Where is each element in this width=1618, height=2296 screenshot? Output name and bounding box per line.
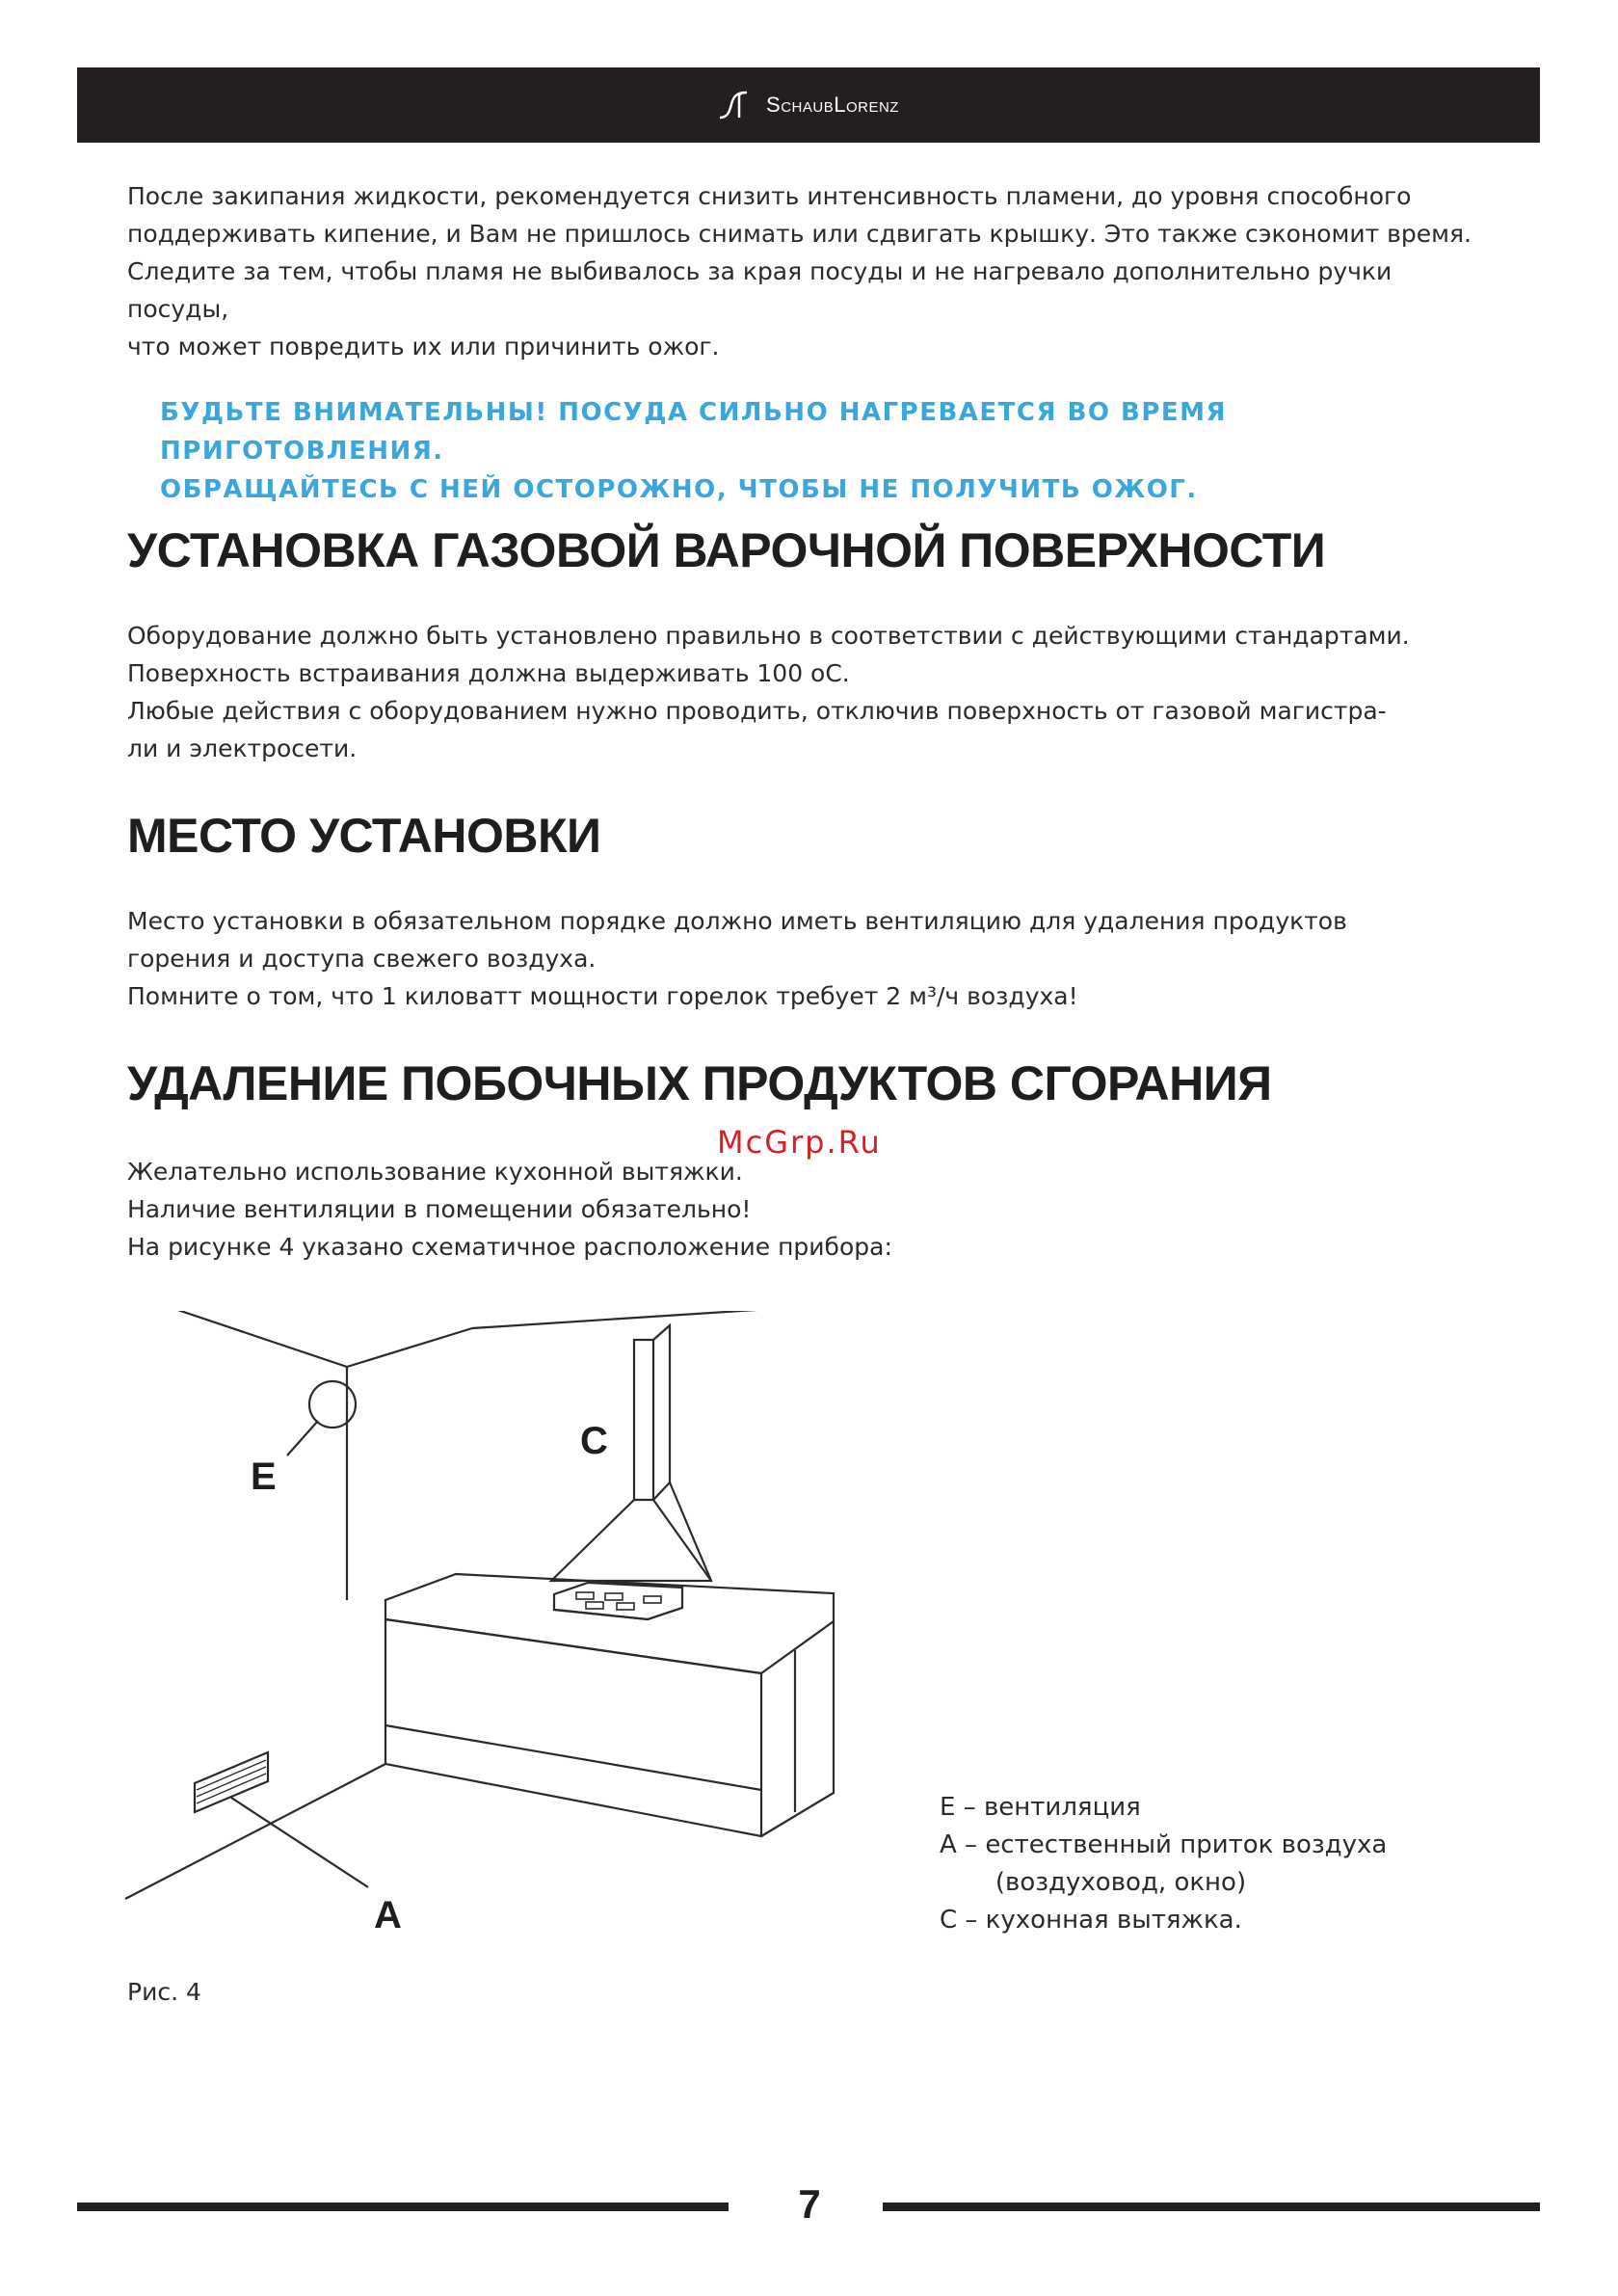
section-body-location bbox=[127, 902, 1486, 1015]
intro-line: После закипания жидкости, рекомендуется снизить интенсивность пламени, до уровня способного bbox=[127, 182, 1412, 210]
figure-caption: Рис. 4 bbox=[127, 1978, 201, 2006]
section-heading-installation: УСТАНОВКА ГАЗОВОЙ ВАРОЧНОЙ ПОВЕРХНОСТИ bbox=[127, 523, 1326, 577]
body-line: Помните о том, что 1 киловатт мощности горелок требует 2 м³/ч воздуха! bbox=[127, 982, 1078, 1010]
label-e: E bbox=[251, 1455, 277, 1498]
label-c: C bbox=[580, 1420, 608, 1462]
warning-notice bbox=[160, 393, 1490, 509]
burner bbox=[617, 1603, 634, 1610]
footer-rule-right bbox=[883, 2203, 1540, 2211]
body-line: На рисунке 4 указано схематичное расположение прибора: bbox=[127, 1233, 892, 1261]
page-number: 7 bbox=[798, 2181, 821, 2227]
section-heading-location: МЕСТО УСТАНОВКИ bbox=[127, 809, 601, 863]
burner bbox=[605, 1593, 623, 1600]
intro-paragraph bbox=[127, 177, 1486, 365]
brand-name: SchaubLorenz bbox=[766, 93, 899, 117]
body-line: Желательно использование кухонной вытяжки. bbox=[127, 1158, 743, 1186]
hood-canopy bbox=[551, 1482, 711, 1581]
hood-chimney bbox=[634, 1325, 670, 1500]
intro-line: что может повредить их или причинить ожог. bbox=[127, 333, 720, 360]
burner bbox=[576, 1592, 594, 1599]
body-line: горения и доступа свежего воздуха. bbox=[127, 945, 597, 973]
legend-item-e: E – вентиляция bbox=[940, 1793, 1141, 1822]
section-body-installation bbox=[127, 617, 1486, 767]
brand-swoosh-icon bbox=[718, 91, 760, 120]
warning-line: БУДЬТЕ ВНИМАТЕЛЬНЫ! ПОСУДА СИЛЬНО НАГРЕВАЕТСЯ ВО ВРЕМЯ ПРИГОТОВЛЕНИЯ. bbox=[160, 398, 1228, 466]
kitchen-diagram-drawing bbox=[116, 1311, 848, 1928]
body-line: Оборудование должно быть установлено правильно в соответствии с действующими стандартами. bbox=[127, 622, 1410, 650]
label-a: A bbox=[374, 1894, 402, 1928]
intro-line: Следите за тем, чтобы пламя не выбивалось за края посуды и не нагревало дополнительно ручки посуды, bbox=[127, 257, 1393, 323]
body-line: Поверхность встраивания должна выдерживать 100 оС. bbox=[127, 659, 850, 687]
body-line: Любые действия с оборудованием нужно проводить, отключив поверхность от газовой магистра- bbox=[127, 697, 1387, 725]
cabinet-front bbox=[385, 1619, 761, 1836]
ceiling-line-back bbox=[123, 1311, 347, 1367]
figure-legend bbox=[940, 1789, 1387, 1939]
floor-line bbox=[125, 1764, 385, 1899]
body-line: Место установки в обязательном порядке должно иметь вентиляцию для удаления продуктов bbox=[127, 907, 1347, 935]
intro-line: поддерживать кипение, и Вам не пришлось снимать или сдвигать крышку. Это также сэкономит время. bbox=[127, 220, 1472, 248]
warning-line: ОБРАЩАЙТЕСЬ С НЕЙ ОСТОРОЖНО, ЧТОБЫ НЕ ПОЛУЧИТЬ ОЖОГ. bbox=[160, 475, 1198, 504]
ceiling-line-right bbox=[472, 1311, 771, 1328]
watermark: McGrp.Ru bbox=[717, 1124, 882, 1161]
brand-logo bbox=[718, 91, 899, 120]
body-line: Наличие вентиляции в помещении обязательно! bbox=[127, 1195, 752, 1223]
burner bbox=[644, 1596, 661, 1603]
burner bbox=[586, 1602, 603, 1609]
ceiling-line-left bbox=[347, 1328, 472, 1367]
legend-item-c: C – кухонная вытяжка. bbox=[940, 1906, 1242, 1935]
legend-item-a: A – естественный приток воздуха bbox=[940, 1830, 1388, 1859]
footer-rule-left bbox=[77, 2203, 729, 2211]
vent-circle bbox=[309, 1381, 356, 1428]
kitchen-diagram bbox=[116, 1311, 848, 1932]
header-bar bbox=[77, 67, 1540, 143]
vent-leader bbox=[287, 1421, 318, 1455]
cabinet-side bbox=[761, 1621, 834, 1836]
legend-item-a-detail: (воздуховод, окно) bbox=[940, 1868, 1247, 1897]
grille-leader bbox=[231, 1798, 368, 1887]
body-line: ли и электросети. bbox=[127, 734, 358, 762]
section-heading-combustion: УДАЛЕНИЕ ПОБОЧНЫХ ПРОДУКТОВ СГОРАНИЯ bbox=[127, 1056, 1272, 1110]
counter-top bbox=[385, 1574, 834, 1673]
section-body-combustion bbox=[127, 1153, 1486, 1266]
